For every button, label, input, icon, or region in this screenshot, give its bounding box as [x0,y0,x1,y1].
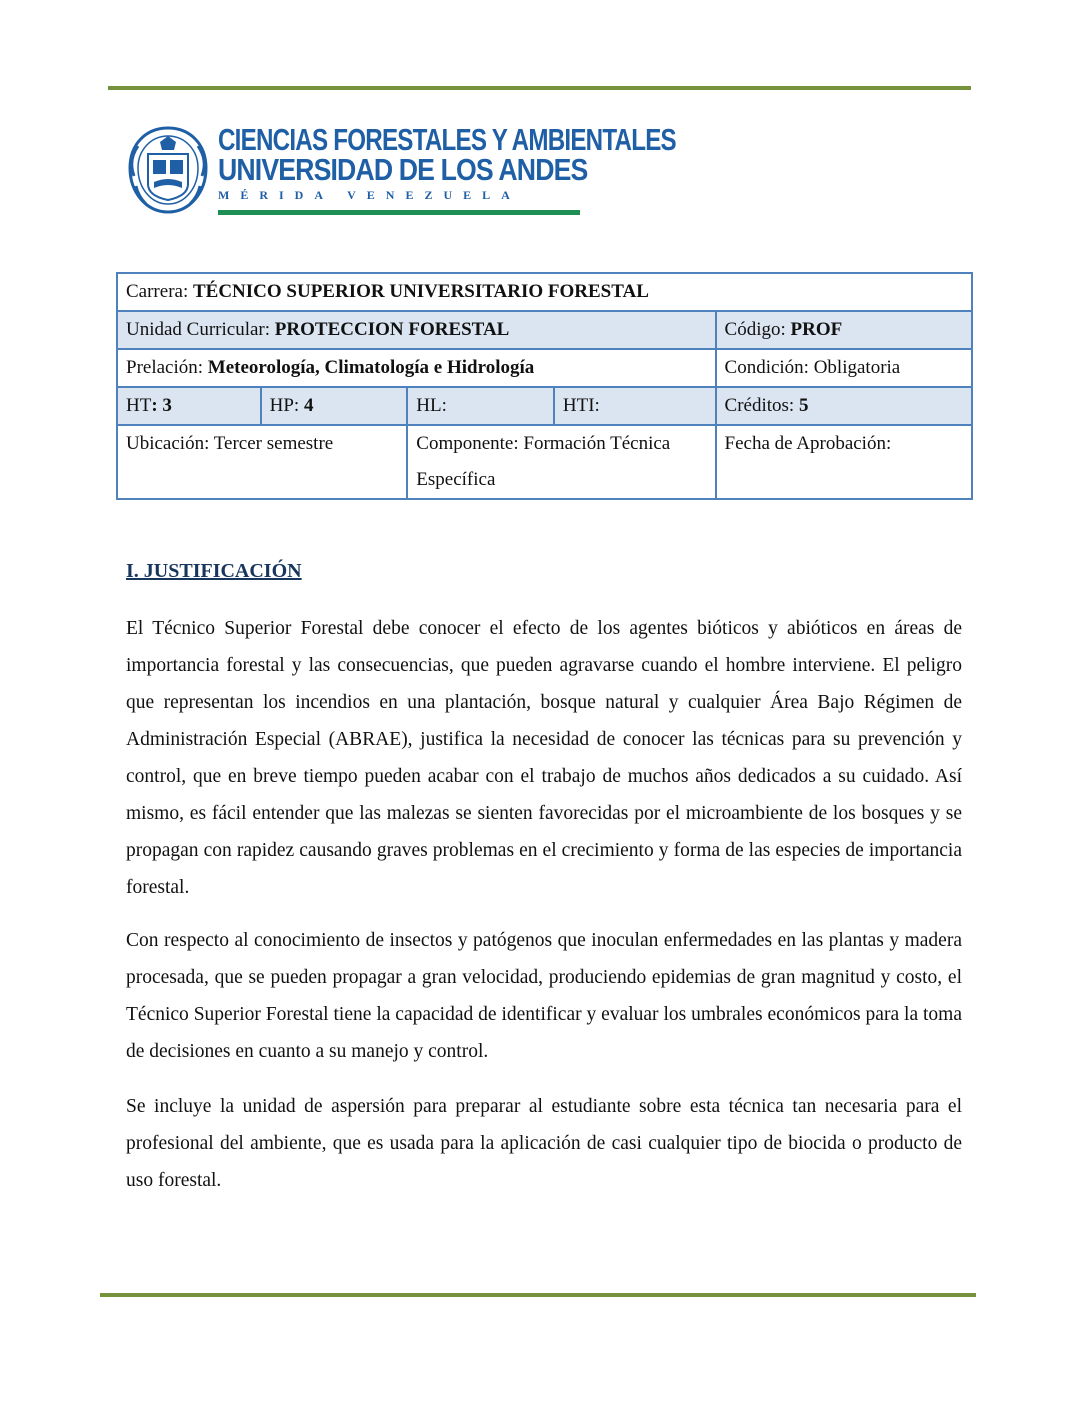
carrera-value: TÉCNICO SUPERIOR UNIVERSITARIO FORESTAL [192,281,649,302]
hp-value: 4 [303,395,314,416]
ht-label: HT [126,395,152,416]
carrera-label: Carrera: [126,281,193,302]
cell-hp [261,387,408,425]
row-carrera [117,273,972,311]
top-rule [108,86,971,90]
cell-unidad [117,311,716,349]
cell-hti: HTI: [554,387,716,425]
cell-ubicacion: Ubicación: Tercer semestre [117,425,407,499]
unidad-value: PROTECCION FORESTAL [274,319,510,340]
codigo-value: PROF [790,319,843,340]
prelacion-label: Prelación: [126,357,208,378]
prelacion-value: Meteorología, Climatología e Hidrología [207,357,535,378]
creditos-value: 5 [798,395,809,416]
paragraph-2: Con respecto al conocimiento de insectos y patógenos que inoculan enfermedades en las plantas y madera procesada, que se pueden propagar a gran velocidad, produciendo epidemias de gran magnitud y costo, el Técnico Superior Forestal tiene la capacidad de identificar y evaluar los umbrales económicos para la toma de decisiones en cuanto a su manejo y control. [126,930,962,1062]
logo-line-location: MÉRIDA VENEZUELA [218,188,521,202]
hp-label: HP: [269,395,304,416]
cell-condicion: Condición: Obligatoria [716,349,972,387]
cell-creditos [716,387,972,425]
cell-carrera [117,273,972,311]
cell-codigo [716,311,972,349]
course-info-table [116,272,973,500]
cell-prelacion [117,349,716,387]
componente-line-1: Componente: Formación Técnica [416,433,671,454]
row-unidad [117,311,972,349]
cell-componente [407,425,715,499]
cell-hl: HL: [407,387,554,425]
ht-value: : 3 [151,395,172,416]
paragraph-3: Se incluye la unidad de aspersión para preparar al estudiante sobre esta técnica tan necesaria para el profesional del ambiente, que es usada para la aplicación de casi cualquier tipo de biocida o producto de uso forestal. [126,1096,962,1191]
bottom-rule [100,1293,976,1297]
row-ubicacion [117,425,972,499]
section-heading: I. JUSTIFICACIÓN [126,560,302,582]
row-prelacion [117,349,972,387]
paragraph-1: El Técnico Superior Forestal debe conocer el efecto de los agentes bióticos y abióticos en áreas de importancia forestal y las consecuencias, que pueden agravarse cuando el hombre interviene. El peligro que representan los incendios en una plantación, bosque natural y cualquier Área Bajo Régimen de Administración Especial (ABRAE), justifica la necesidad de conocer las técnicas para su prevención y control, que en breve tiempo pueden acabar con el trabajo de muchos años dedicados a su cuidado. Así mismo, es fácil entender que las malezas se sienten favorecidas por el microambiente de los bosques y se propagan con rapidez causando graves problemas en el crecimiento y forma de las especies de importancia forestal. [126,618,962,898]
university-seal-icon [124,124,212,216]
cell-ht [117,387,261,425]
logo-line-faculty: CIENCIAS FORESTALES Y AMBIENTALES [218,122,676,157]
creditos-label: Créditos: [724,395,799,416]
componente-line-2: Específica [416,469,496,490]
codigo-label: Código: [724,319,791,340]
cell-fecha: Fecha de Aprobación: [716,425,972,499]
logo-line-university: UNIVERSIDAD DE LOS ANDES [218,152,588,187]
faculty-logo [124,122,676,220]
row-hours [117,387,972,425]
unidad-label: Unidad Curricular: [126,319,275,340]
logo-underline [218,210,580,215]
